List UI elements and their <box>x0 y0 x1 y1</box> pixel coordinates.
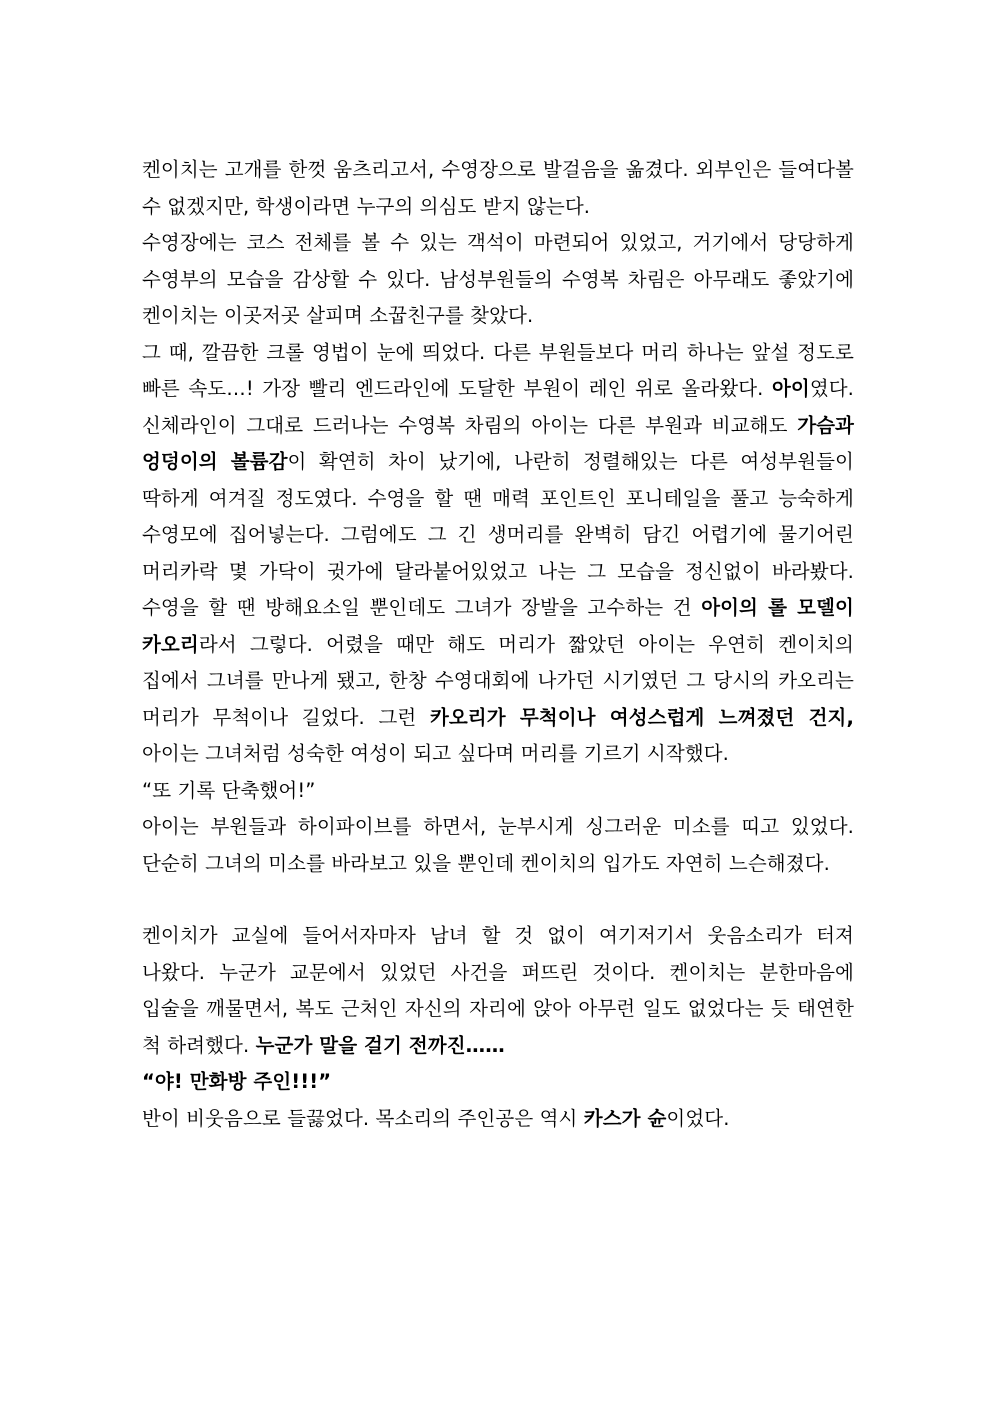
emphasis-text: 아이의 롤 모델이 카오리 <box>142 596 854 656</box>
emphasis-text: 카오리가 무척이나 여성스럽게 느껴졌던 건지, <box>429 705 854 729</box>
emphasis-text: 누군가 말을 걸기 전까진…… <box>255 1033 505 1057</box>
body-text: “또 기록 단축했어!” <box>142 778 316 802</box>
paragraph <box>142 1101 854 1138</box>
body-text: 라서 그렇다. 어렸을 때만 해도 머리가 짧았던 아이는 우연히 켄이치의 집에서 그녀를 만나게 됐고, 한창 수영대회에 나가던 시기였던 그 당시의 카오리는 머리가 무척이나 길었다. 그런 <box>142 632 854 729</box>
emphasis-text: 아이 <box>771 377 810 400</box>
body-text: 이었다. <box>666 1106 730 1130</box>
paragraph <box>142 335 854 773</box>
emphasis-text: 가슴과 엉덩이의 볼륨감 <box>142 413 854 473</box>
emphasis-text: 카스가 슌 <box>583 1106 667 1130</box>
paragraph <box>142 809 854 882</box>
emphasis-text: “야! 만화방 주인!!!” <box>142 1070 332 1093</box>
body-text: 켄이치가 교실에 들어서자마자 남녀 할 것 없이 여기저기서 웃음소리가 터져 나왔다. 누군가 교문에서 있었던 사건을 퍼뜨린 것이다. 켄이치는 분한마음에 입술을 깨물면서, 복도 근처인 자신의 자리에 앉아 아무런 일도 없었다는 듯 태연한 척 하려했다. <box>142 924 854 1057</box>
body-text: 켄이치는 고개를 한껏 움츠리고서, 수영장으로 발걸음을 옮겼다. 외부인은 들여다볼 수 없겠지만, 학생이라면 누구의 의심도 받지 않는다. <box>142 158 854 218</box>
body-text: 아이는 부원들과 하이파이브를 하면서, 눈부시게 싱그러운 미소를 띠고 있었다. 단순히 그녀의 미소를 바라보고 있을 뿐인데 켄이치의 입가도 자연히 느슨해졌다. <box>142 815 854 875</box>
body-text: 이 확연히 차이 났기에, 나란히 정렬해있는 다른 여성부원들이 딱하게 여겨질 정도였다. 수영을 할 땐 매력 포인트인 포니테일을 풀고 능숙하게 수영모에 집어넣는다. 그럼에도 그 긴 생머리를 완벽히 담긴 어렵기에 물기어린 머리카락 몇 가닥이 귓가에 달라붙어있었고 나는 그 모습을 정신없이 바라봤다. 수영을 할 땐 방해요소일 뿐인데도 그녀가 장발을 고수하는 건 <box>142 450 854 619</box>
document-text-body <box>142 152 854 1137</box>
paragraph-spacer <box>142 882 854 918</box>
body-text: 그 때, 깔끔한 크롤 영법이 눈에 띄었다. 다른 부원들보다 머리 하나는 앞설 정도로 빠른 속도…! 가장 빨리 엔드라인에 도달한 부원이 레인 위로 올라왔다. <box>142 340 854 400</box>
paragraph <box>142 152 854 225</box>
body-text: 아이는 그녀처럼 성숙한 여성이 되고 싶다며 머리를 기르기 시작했다. <box>142 742 729 765</box>
body-text: 였다. 신체라인이 그대로 드러나는 수영복 차림의 아이는 다른 부원과 비교해도 <box>142 377 854 437</box>
body-text: 수영장에는 코스 전체를 볼 수 있는 객석이 마련되어 있었고, 거기에서 당당하게 수영부의 모습을 감상할 수 있다. 남성부원들의 수영복 차림은 아무래도 좋았기에 켄이치는 이곳저곳 살피며 소꿉친구를 찾았다. <box>142 231 854 327</box>
paragraph <box>142 918 854 1064</box>
paragraph <box>142 1064 854 1101</box>
paragraph <box>142 773 854 810</box>
body-text: 반이 비웃음으로 들끓었다. 목소리의 주인공은 역시 <box>142 1106 584 1130</box>
paragraph <box>142 225 854 335</box>
